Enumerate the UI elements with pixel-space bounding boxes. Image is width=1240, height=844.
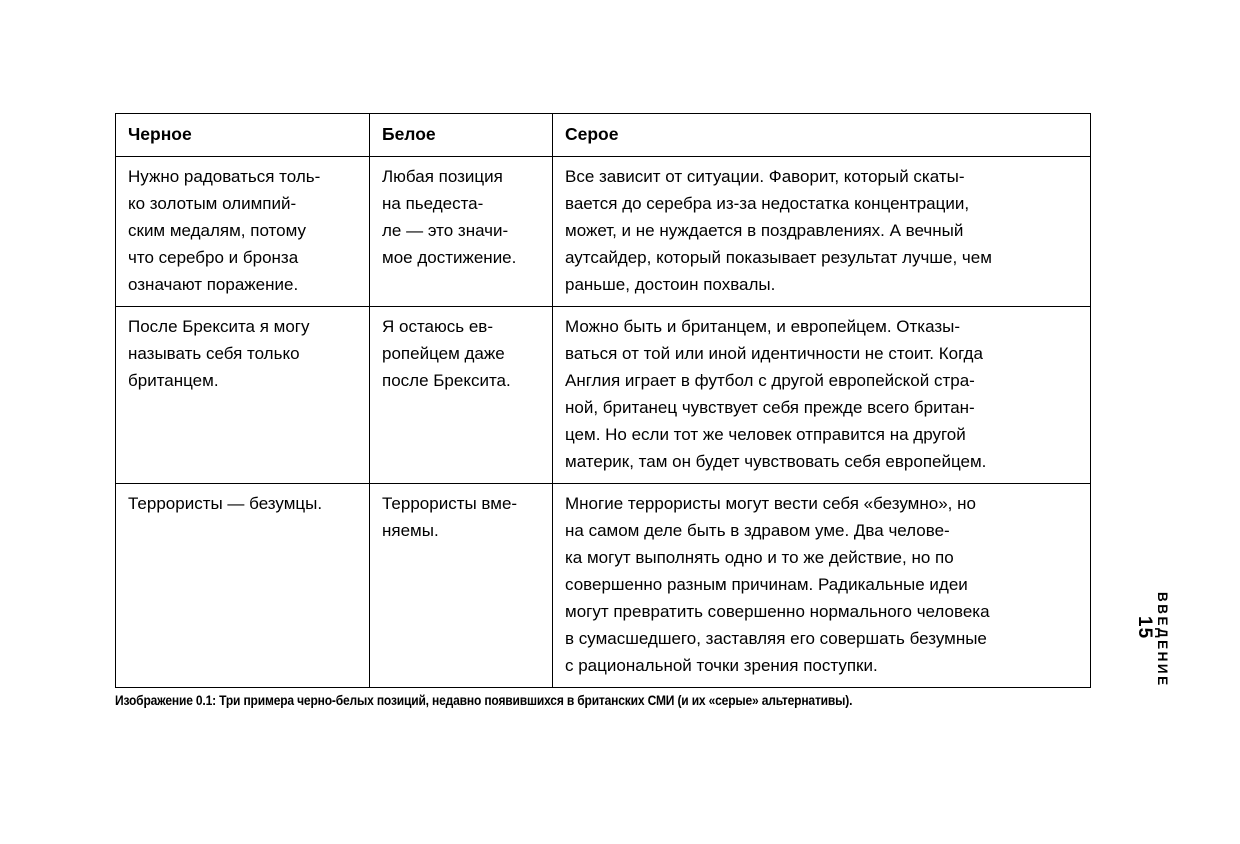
cell-line: Террористы — безумцы.	[128, 494, 323, 513]
cell-line: ваться от той или иной идентичности не стоит. Когда	[565, 344, 983, 363]
header-gray: Серое	[553, 114, 1091, 157]
cell-line: ропейцем даже	[382, 344, 505, 363]
cell-line: совершенно разным причинам. Радикальные идеи	[565, 575, 968, 594]
cell-line: ле — это значи-	[382, 221, 509, 240]
table-cell-white	[370, 307, 553, 484]
cell-line: Все зависит от ситуации. Фаворит, который скаты-	[565, 167, 965, 186]
table-body	[116, 157, 1091, 688]
cell-line: Можно быть и британцем, и европейцем. Отказы-	[565, 317, 961, 336]
cell-line: раньше, достоин похвалы.	[565, 275, 776, 294]
header-white: Белое	[370, 114, 553, 157]
cell-line: материк, там он будет чувствовать себя европейцем.	[565, 452, 987, 471]
cell-line: может, и не нуждается в поздравлениях. А вечный	[565, 221, 964, 240]
table-row	[116, 157, 1091, 307]
table-cell-white	[370, 484, 553, 688]
section-title: ВВЕДЕНИЕ	[1155, 592, 1170, 688]
cell-line: няемы.	[382, 521, 439, 540]
table-cell-black	[116, 484, 370, 688]
table-cell-gray	[553, 307, 1091, 484]
cell-line: на самом деле быть в здравом уме. Два челове-	[565, 521, 950, 540]
cell-line: означают поражение.	[128, 275, 299, 294]
cell-line: цем. Но если тот же человек отправится на другой	[565, 425, 966, 444]
cell-line: ка могут выполнять одно и то же действие, но по	[565, 548, 954, 567]
cell-line: британцем.	[128, 371, 219, 390]
cell-line: что серебро и бронза	[128, 248, 299, 267]
cell-line: После Брексита я могу	[128, 317, 310, 336]
cell-line: в сумасшедшего, заставляя его совершать безумные	[565, 629, 987, 648]
cell-line: могут превратить совершенно нормального человека	[565, 602, 990, 621]
cell-line: после Брексита.	[382, 371, 511, 390]
table-header	[116, 114, 1091, 157]
page-footer-vertical	[1133, 592, 1170, 688]
cell-line: Нужно радоваться толь-	[128, 167, 321, 186]
cell-line: ной, британец чувствует себя прежде всего британ-	[565, 398, 975, 417]
cell-line: мое достижение.	[382, 248, 517, 267]
cell-line: Террористы вме-	[382, 494, 518, 513]
table-cell-black	[116, 307, 370, 484]
table-row	[116, 307, 1091, 484]
cell-line: ко золотым олимпий-	[128, 194, 297, 213]
table-cell-white	[370, 157, 553, 307]
cell-line: вается до серебра из-за недостатка концентрации,	[565, 194, 970, 213]
cell-line: на пьедеста-	[382, 194, 484, 213]
cell-line: называть себя только	[128, 344, 300, 363]
comparison-table	[115, 113, 1091, 688]
header-black: Черное	[116, 114, 370, 157]
cell-line: аутсайдер, который показывает результат лучше, чем	[565, 248, 992, 267]
table-cell-gray	[553, 484, 1091, 688]
cell-line: с рациональной точки зрения поступки.	[565, 656, 878, 675]
cell-line: Англия играет в футбол с другой европейской стра-	[565, 371, 975, 390]
table-row	[116, 484, 1091, 688]
cell-line: ским медалям, потому	[128, 221, 306, 240]
cell-line: Любая позиция	[382, 167, 503, 186]
table-cell-gray	[553, 157, 1091, 307]
page-number: 15	[1134, 616, 1155, 640]
table-cell-black	[116, 157, 370, 307]
header-row	[116, 114, 1091, 157]
cell-line: Я остаюсь ев-	[382, 317, 493, 336]
figure-caption: Изображение 0.1: Три примера черно-белых позиций, недавно появившихся в британских СМИ (и их «серые» альтернативы).	[115, 692, 853, 708]
cell-line: Многие террористы могут вести себя «безумно», но	[565, 494, 976, 513]
